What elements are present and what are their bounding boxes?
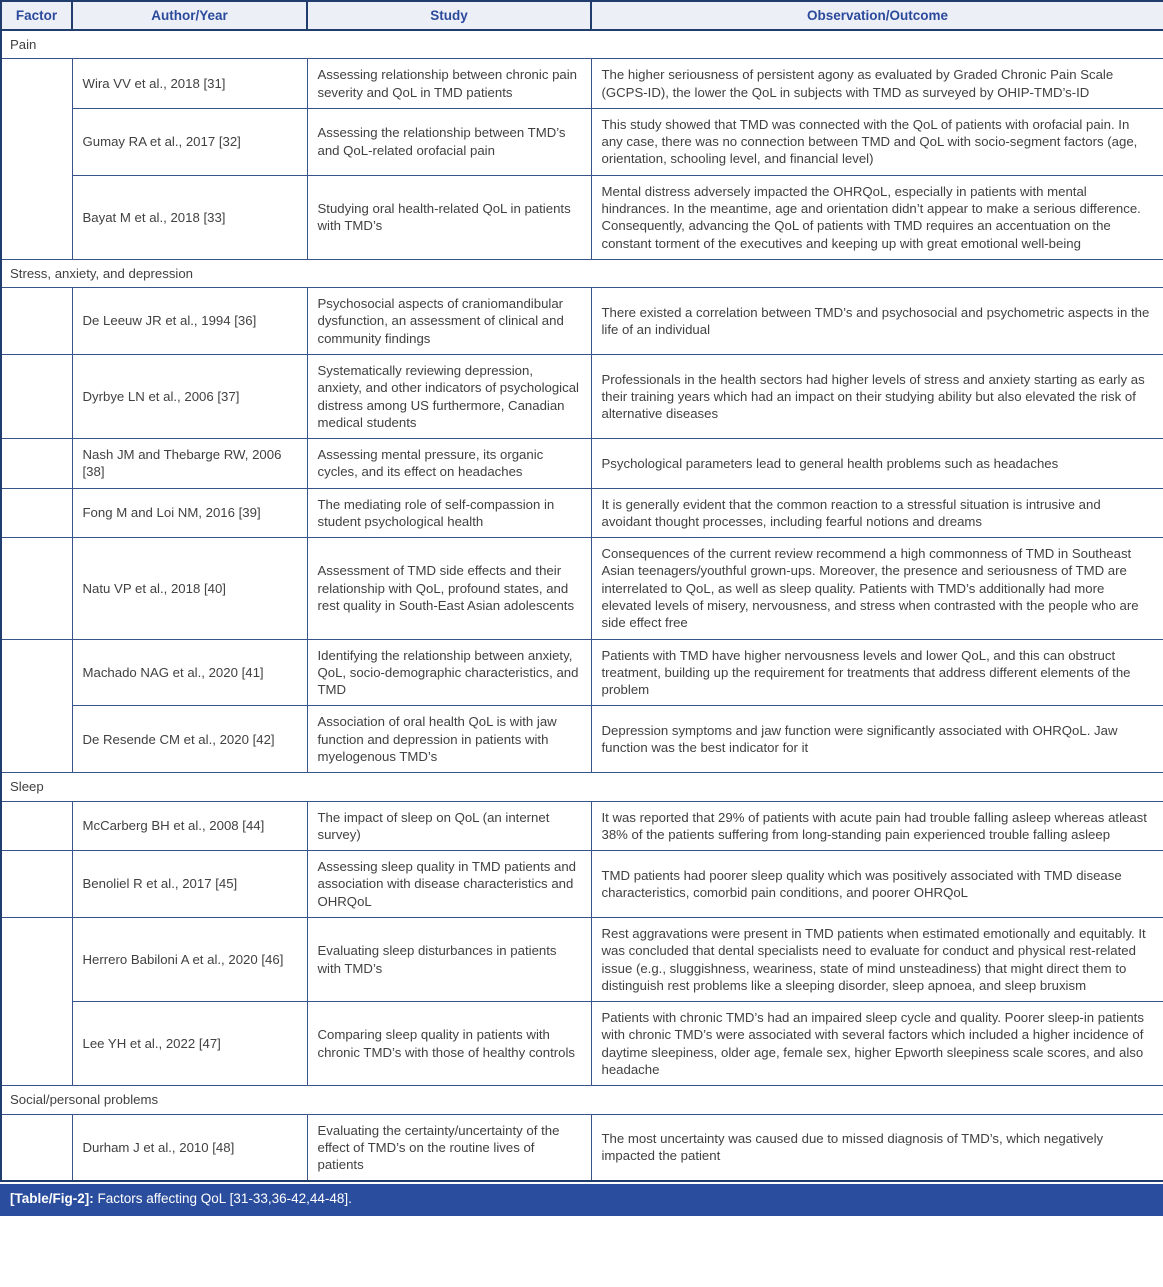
- author-cell: Dyrbye LN et al., 2006 [37]: [72, 354, 307, 438]
- study-cell: Association of oral health QoL is with jaw function and depression in patients with myelogenous TMD’s: [307, 706, 591, 773]
- author-cell: Lee YH et al., 2022 [47]: [72, 1002, 307, 1086]
- author-cell: Herrero Babiloni A et al., 2020 [46]: [72, 917, 307, 1001]
- study-row: [1, 851, 1163, 918]
- factor-cell: [1, 439, 72, 489]
- column-header-observation-outcome: Observation/Outcome: [591, 1, 1163, 30]
- author-cell: Bayat M et al., 2018 [33]: [72, 175, 307, 259]
- factor-cell: [1, 1114, 72, 1181]
- factor-cell: [1, 488, 72, 538]
- outcome-cell: Mental distress adversely impacted the OHRQoL, especially in patients with mental hindrances. In the meantime, age and orientation didn’t appear to make a serious difference. Consequently, advancing the QoL of patients with TMD requires an accentuation on the constant torment of the executives and keeping up with great emotional well-being: [591, 175, 1163, 259]
- study-cell: The mediating role of self-compassion in student psychological health: [307, 488, 591, 538]
- author-cell: Natu VP et al., 2018 [40]: [72, 538, 307, 639]
- section-label: Social/personal problems: [1, 1086, 1163, 1114]
- author-cell: Machado NAG et al., 2020 [41]: [72, 639, 307, 706]
- study-row: [1, 175, 1163, 259]
- study-cell: The impact of sleep on QoL (an internet survey): [307, 801, 591, 851]
- factor-cell: [1, 639, 72, 773]
- section-row-social-personal-problems: [1, 1086, 1163, 1114]
- table-caption-text: Factors affecting QoL [31-33,36-42,44-48].: [93, 1191, 352, 1207]
- outcome-cell: Patients with TMD have higher nervousness levels and lower QoL, and this can obstruct treatment, building up the requirement for treatments that address different elements of the problem: [591, 639, 1163, 706]
- factor-cell: [1, 917, 72, 1085]
- study-cell: Evaluating the certainty/uncertainty of the effect of TMD’s on the routine lives of patients: [307, 1114, 591, 1181]
- table-caption-label: [Table/Fig-2]:: [10, 1191, 94, 1207]
- study-cell: Assessing relationship between chronic pain severity and QoL in TMD patients: [307, 59, 591, 109]
- study-cell: Systematically reviewing depression, anxiety, and other indicators of psychological distress among US furthermore, Canadian medical students: [307, 354, 591, 438]
- factor-cell: [1, 59, 72, 260]
- study-cell: Studying oral health-related QoL in patients with TMD’s: [307, 175, 591, 259]
- study-row: [1, 639, 1163, 706]
- table-header-row: [1, 1, 1163, 30]
- study-cell: Identifying the relationship between anxiety, QoL, socio-demographic characteristics, and TMD: [307, 639, 591, 706]
- study-row: [1, 917, 1163, 1001]
- factor-cell: [1, 801, 72, 851]
- outcome-cell: Depression symptoms and jaw function were significantly associated with OHRQoL. Jaw function was the best indicator for it: [591, 706, 1163, 773]
- table-caption: [0, 1184, 1163, 1216]
- study-row: [1, 288, 1163, 355]
- author-cell: De Resende CM et al., 2020 [42]: [72, 706, 307, 773]
- outcome-cell: There existed a correlation between TMD’s and psychosocial and psychometric aspects in the life of an individual: [591, 288, 1163, 355]
- column-header-study: Study: [307, 1, 591, 30]
- study-cell: Evaluating sleep disturbances in patients with TMD’s: [307, 917, 591, 1001]
- author-cell: McCarberg BH et al., 2008 [44]: [72, 801, 307, 851]
- outcome-cell: Rest aggravations were present in TMD patients when estimated emotionally and equitably. It was concluded that dental specialists need to evaluate for conduct and physical rest-related issue (e.g., sluggishness, weariness, state of mind unsteadiness) that might direct them to distinguish rest problems like a sleeping disorder, sleep apnoea, and sleep bruxism: [591, 917, 1163, 1001]
- author-cell: Fong M and Loi NM, 2016 [39]: [72, 488, 307, 538]
- outcome-cell: This study showed that TMD was connected with the QoL of patients with orofacial pain. In any case, there was no connection between TMD and QoL with socio-segment factors (age, orientation, schooling level, and financial level): [591, 108, 1163, 175]
- section-label: Stress, anxiety, and depression: [1, 259, 1163, 287]
- study-cell: Assessing mental pressure, its organic cycles, and its effect on headaches: [307, 439, 591, 489]
- outcome-cell: TMD patients had poorer sleep quality which was positively associated with TMD disease characteristics, comorbid pain conditions, and poorer OHRQoL: [591, 851, 1163, 918]
- factor-cell: [1, 354, 72, 438]
- author-cell: De Leeuw JR et al., 1994 [36]: [72, 288, 307, 355]
- column-header-factor: Factor: [1, 1, 72, 30]
- study-row: [1, 706, 1163, 773]
- factor-cell: [1, 288, 72, 355]
- study-row: [1, 108, 1163, 175]
- outcome-cell: The higher seriousness of persistent agony as evaluated by Graded Chronic Pain Scale (GCPS-ID), the lower the QoL in subjects with TMD as surveyed by OHIP-TMD’s-ID: [591, 59, 1163, 109]
- section-label: Sleep: [1, 773, 1163, 801]
- study-cell: Assessing sleep quality in TMD patients and association with disease characteristics and OHRQoL: [307, 851, 591, 918]
- factor-cell: [1, 851, 72, 918]
- author-cell: Benoliel R et al., 2017 [45]: [72, 851, 307, 918]
- study-cell: Psychosocial aspects of craniomandibular dysfunction, an assessment of clinical and community findings: [307, 288, 591, 355]
- outcome-cell: Patients with chronic TMD’s had an impaired sleep cycle and quality. Poorer sleep-in patients with chronic TMD’s were associated with several factors which included a higher incidence of daytime sleepiness, older age, female sex, higher Epworth sleepiness scale scores, and also headache: [591, 1002, 1163, 1086]
- section-row-pain: [1, 30, 1163, 59]
- author-cell: Gumay RA et al., 2017 [32]: [72, 108, 307, 175]
- study-row: [1, 354, 1163, 438]
- study-cell: Assessment of TMD side effects and their relationship with QoL, profound states, and rest quality in South-East Asian adolescents: [307, 538, 591, 639]
- author-cell: Nash JM and Thebarge RW, 2006 [38]: [72, 439, 307, 489]
- outcome-cell: Consequences of the current review recommend a high commonness of TMD in Southeast Asian teenagers/youthful grown-ups. Moreover, the presence and seriousness of TMD are interrelated to QoL, as well as sleep quality. Patients with TMD’s additionally had more elevated levels of misery, nervousness, and stress when contrasted with the people who are side effect free: [591, 538, 1163, 639]
- outcome-cell: Psychological parameters lead to general health problems such as headaches: [591, 439, 1163, 489]
- study-row: [1, 439, 1163, 489]
- outcome-cell: It was reported that 29% of patients with acute pain had trouble falling asleep whereas atleast 38% of the patients suffering from long-standing pain experienced trouble falling asleep: [591, 801, 1163, 851]
- study-row: [1, 1002, 1163, 1086]
- study-cell: Comparing sleep quality in patients with chronic TMD’s with those of healthy controls: [307, 1002, 591, 1086]
- section-label: Pain: [1, 30, 1163, 59]
- study-row: [1, 59, 1163, 109]
- outcome-cell: Professionals in the health sectors had higher levels of stress and anxiety starting as early as their training years which had an impact on their studying ability but also elevated the risk of alternative diseases: [591, 354, 1163, 438]
- outcome-cell: It is generally evident that the common reaction to a stressful situation is intrusive and avoidant thought processes, including fearful notions and dreams: [591, 488, 1163, 538]
- outcome-cell: The most uncertainty was caused due to missed diagnosis of TMD’s, which negatively impacted the patient: [591, 1114, 1163, 1181]
- author-cell: Wira VV et al., 2018 [31]: [72, 59, 307, 109]
- study-row: [1, 538, 1163, 639]
- section-row-sleep: [1, 773, 1163, 801]
- column-header-author-year: Author/Year: [72, 1, 307, 30]
- author-cell: Durham J et al., 2010 [48]: [72, 1114, 307, 1181]
- study-row: [1, 801, 1163, 851]
- factor-cell: [1, 538, 72, 639]
- section-row-stress-anxiety-and-depression: [1, 259, 1163, 287]
- study-row: [1, 488, 1163, 538]
- study-row: [1, 1114, 1163, 1181]
- study-cell: Assessing the relationship between TMD’s and QoL-related orofacial pain: [307, 108, 591, 175]
